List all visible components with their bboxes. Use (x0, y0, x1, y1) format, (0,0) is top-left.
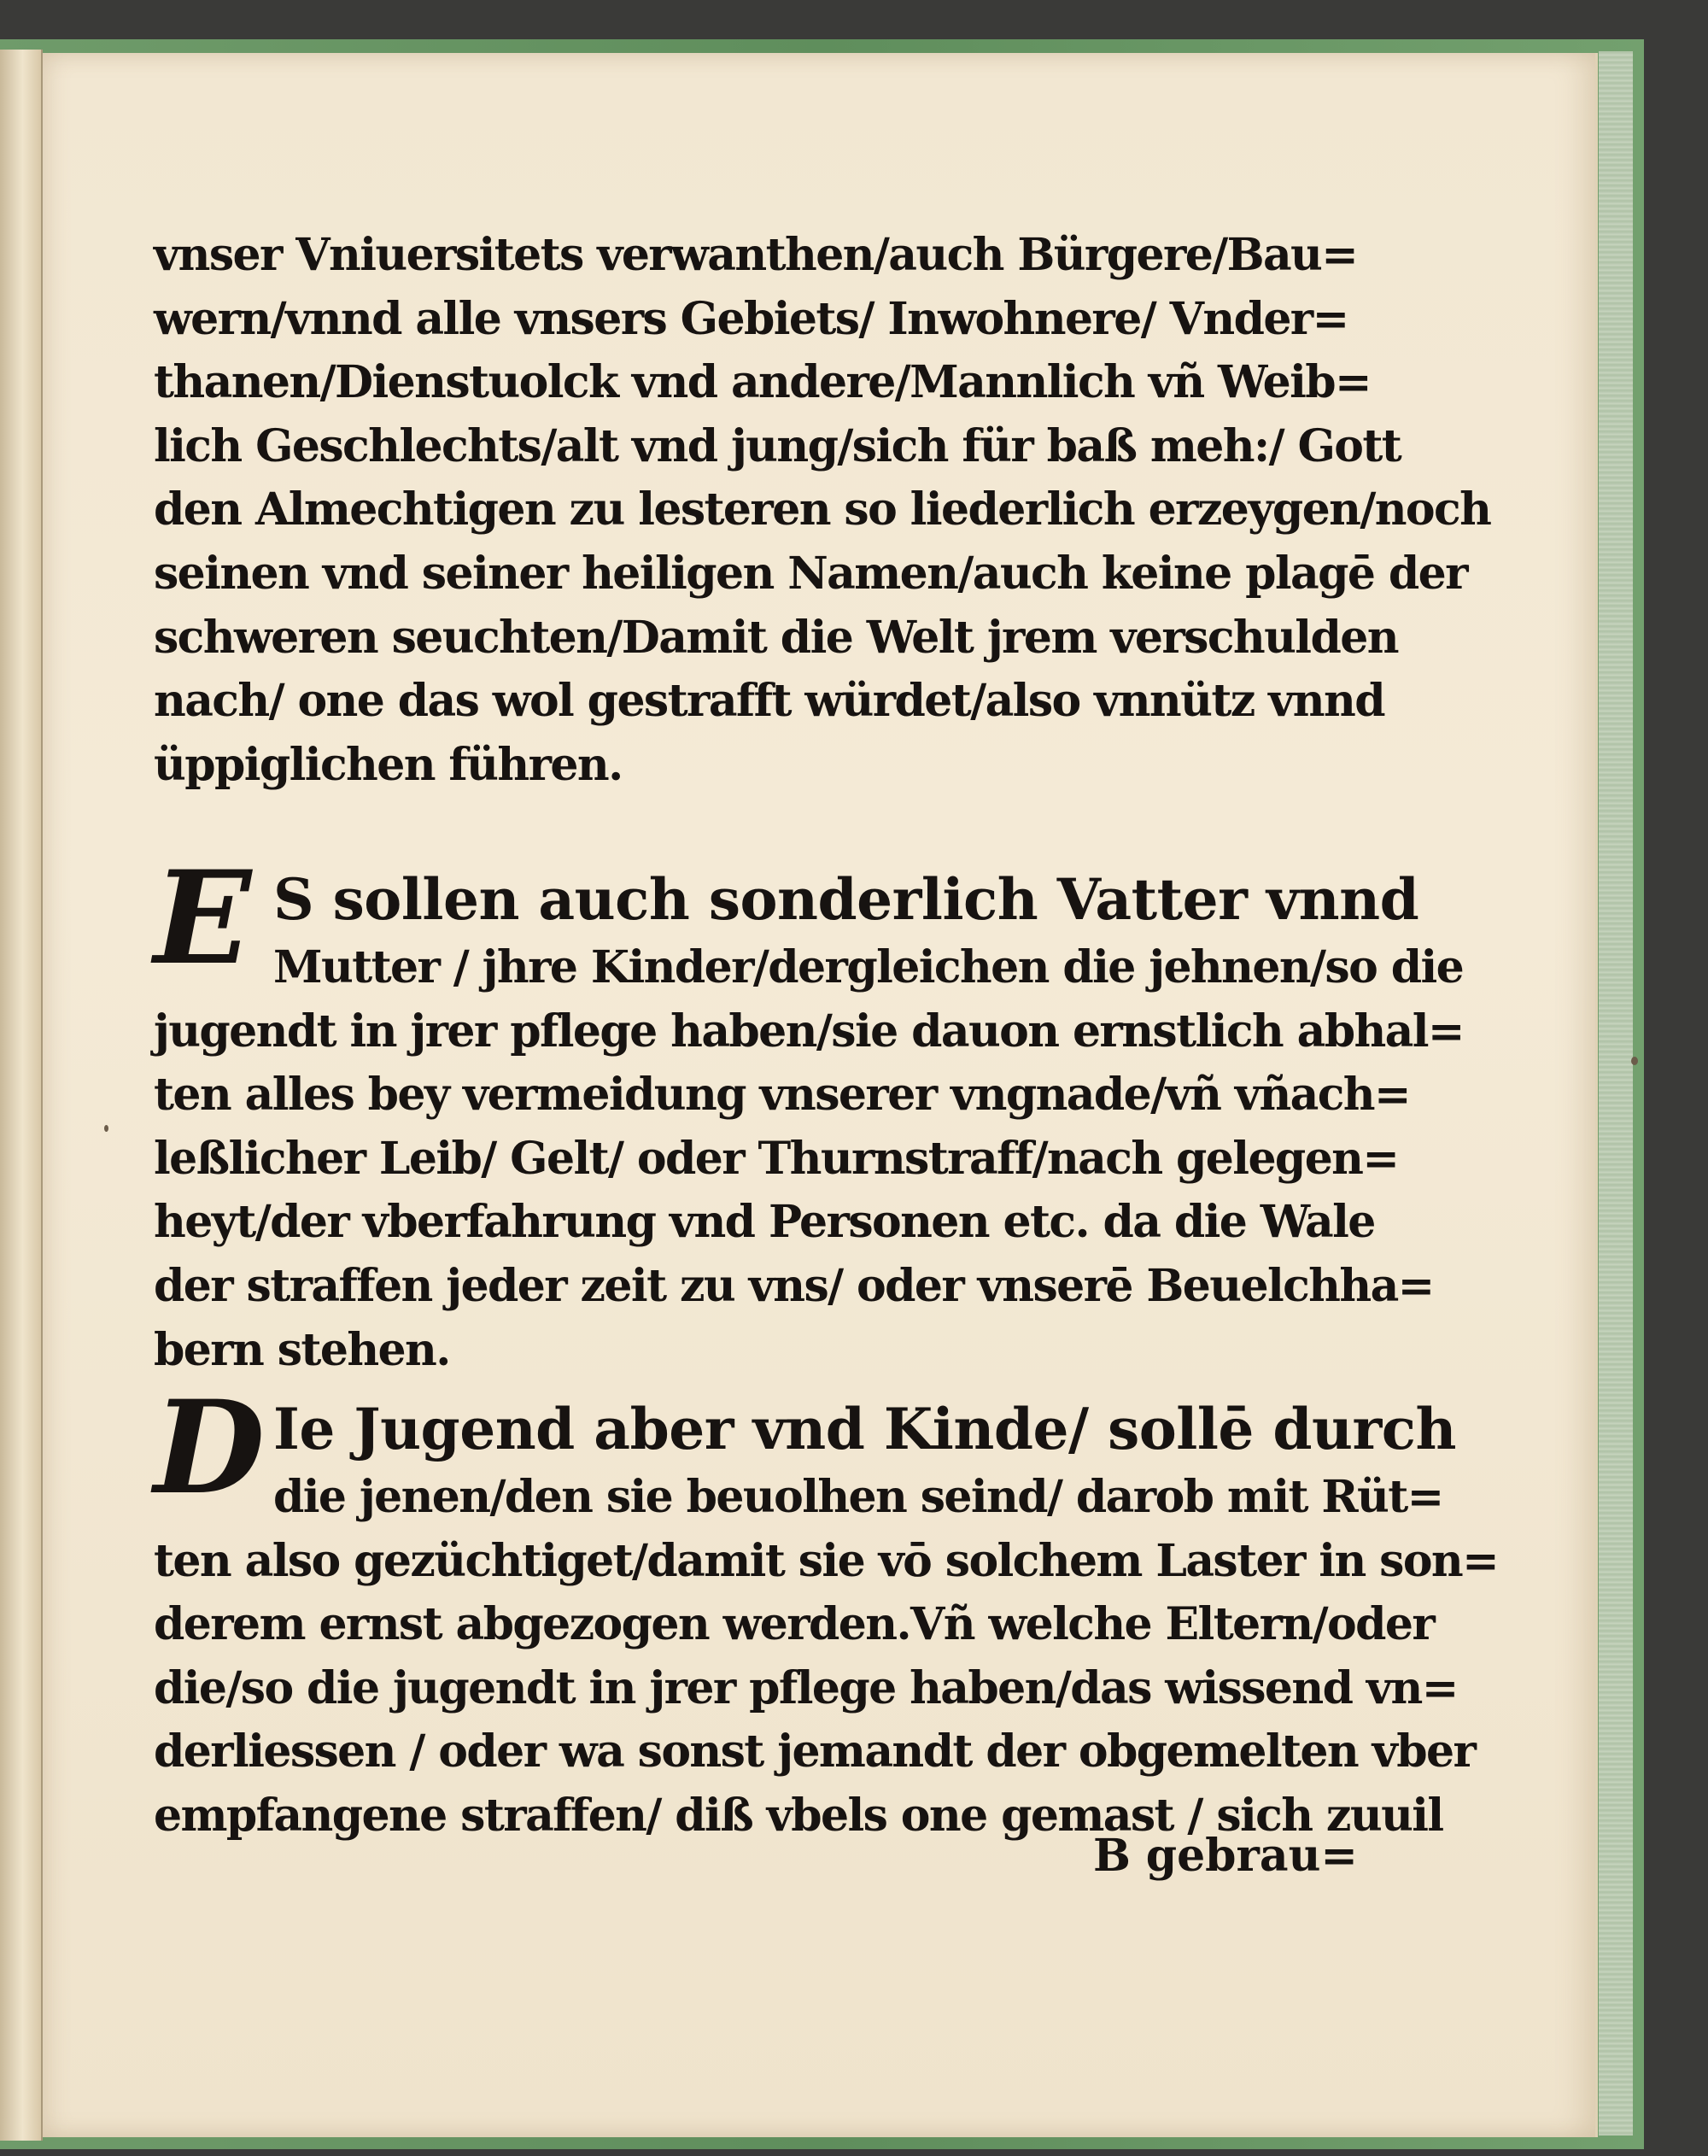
text-line: heyt/der vberfahrung vnd Personen etc. da die Wale (154, 1196, 1375, 1249)
text-line: S sollen auch sonderlich Vatter vnnd (273, 866, 1419, 933)
paragraph-1 (154, 224, 1491, 797)
text-line: schweren seuchten/Damit die Welt jrem verschulden (154, 611, 1398, 664)
text-line: die/so die jugendt in jrer pflege haben/das wissend vn= (154, 1661, 1458, 1714)
text-line: jugendt in jrer pflege haben/sie dauon ernstlich abhal= (154, 1005, 1464, 1057)
text-line: thanen/Dienstuolck vnd andere/Mannlich vñ Weib= (154, 356, 1371, 409)
text-line: bern stehen. (154, 1323, 450, 1376)
drop-initial-e: E (154, 843, 252, 993)
left-page-gutter (0, 50, 43, 2141)
text-line: derem ernst abgezogen werden.Vñ welche Eltern/oder (154, 1598, 1435, 1651)
text-line: den Almechtigen zu lesteren so liederlich erzeygen/noch (154, 483, 1491, 536)
text-line: nach/ one das wol gestrafft würdet/also vnnütz vnnd (154, 675, 1384, 728)
ink-speck (1631, 1057, 1638, 1065)
text-line: wern/vnnd alle vnsers Gebiets/ Inwohnere/ Vnder= (154, 292, 1348, 345)
text-line: die jenen/den sie beuolhen seind/ darob mit Rüt= (273, 1471, 1443, 1523)
text-line: ten alles bey vermeidung vnserer vngnade/vñ vñach= (154, 1069, 1410, 1122)
text-line: derliessen / oder wa sonst jemandt der obgemelten vber (154, 1725, 1476, 1778)
drop-initial-d: D (154, 1373, 266, 1523)
text-line: vnser Vniuersitets verwanthen/auch Bürgere/Bau= (154, 229, 1358, 281)
text-line: der straffen jeder zeit zu vns/ oder vnserē Beuelchha= (154, 1259, 1434, 1312)
text-line: üppiglichen führen. (154, 738, 623, 791)
text-line: leßlicher Leib/ Gelt/ oder Thurnstraff/nach gelegen= (154, 1132, 1399, 1185)
page-footer (154, 1830, 1358, 1893)
text-line: ten also gezüchtiget/damit sie vō solchem Laster in son= (154, 1534, 1499, 1587)
catchword: gebrau= (1145, 1830, 1358, 1882)
text-line: empfangene straffen/ diß vbels one gemast / sich zuuil (154, 1789, 1443, 1842)
ink-speck (104, 1125, 108, 1132)
signature-mark: B (1093, 1830, 1131, 1882)
paragraph-3 (154, 1392, 1499, 1848)
text-line: seinen vnd seiner heiligen Namen/auch keine plagē der (154, 547, 1467, 600)
text-line: Ie Jugend aber vnd Kinde/ sollē durch (273, 1396, 1456, 1462)
text-line: Mutter / jhre Kinder/dergleichen die jehnen/so die (273, 941, 1464, 993)
text-line: lich Geschlechts/alt vnd jung/sich für baß meh:/ Gott (154, 419, 1401, 472)
page-edges (1599, 51, 1633, 2135)
paragraph-2 (154, 863, 1464, 1382)
